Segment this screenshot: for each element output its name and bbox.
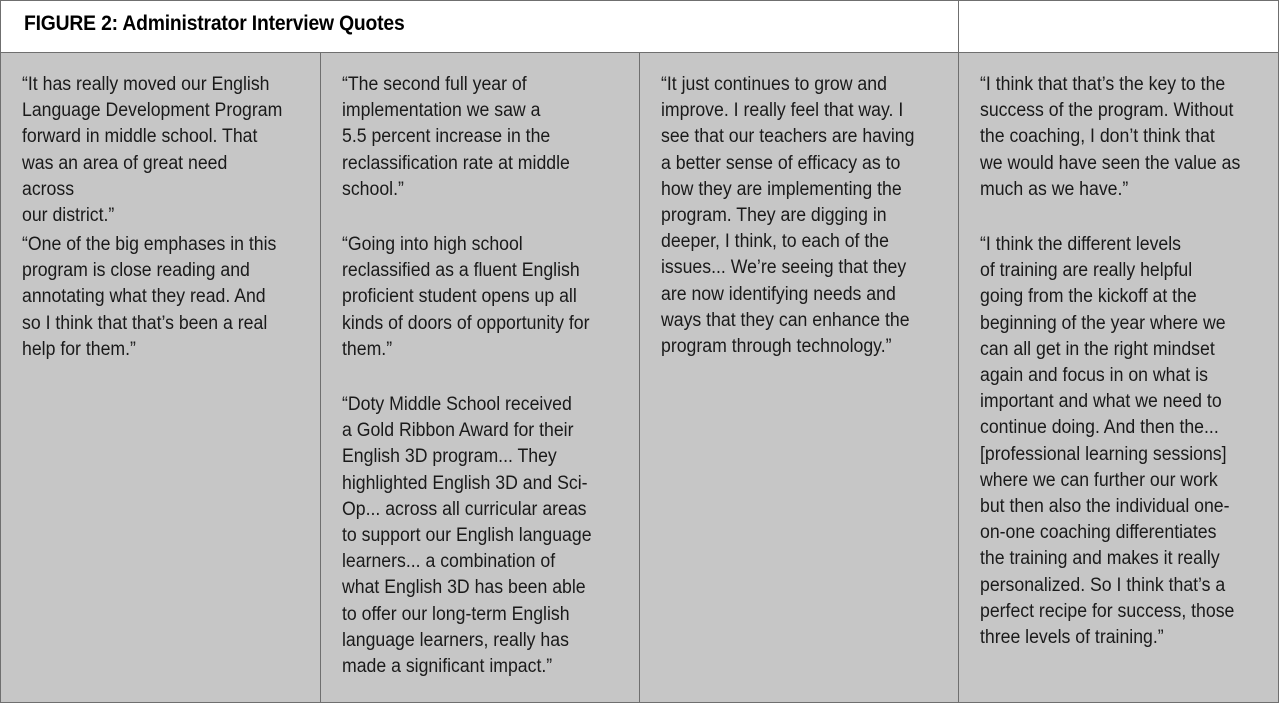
quote-1-1: “It has really moved our English Language Development Program forward in middle school. That was an area of great need across our district.” (22, 74, 283, 227)
figure-title: FIGURE 2: Administrator Interview Quotes (24, 12, 405, 35)
quote-2-2: “Going into high school reclassified as a fluent English proficient student opens up all kinds of doors of opportunity for them.” (342, 234, 590, 360)
quote-4-1: “I think that that’s the key to the success of the program. Without the coaching, I don’t think that we would have seen the value as much as we have.” (980, 74, 1241, 200)
title-cell (1, 1, 959, 52)
quote-2-1: “The second full year of implementation we saw a 5.5 percent increase in the reclassification rate at middle school.” (342, 74, 570, 200)
quotes-row (1, 53, 1278, 702)
quote-column-2 (321, 53, 640, 702)
title-row (1, 1, 1278, 53)
quote-3-1: “It just continues to grow and improve. I really feel that way. I see that our teachers are having a better sense of efficacy as to how they are implementing the program. They are digging in deeper, I think, to each of the issues... We’re seeing that they are now identifying needs and ways that they can enhance the program through technology.” (661, 74, 915, 358)
quote-1-2: “One of the big emphases in this program is close reading and annotating what they read. And so I think that that’s been a real help for them.” (22, 234, 277, 360)
quote-column-1 (1, 53, 321, 702)
quote-2-3: “Doty Middle School received a Gold Ribbon Award for their English 3D program... They highlighted English 3D and Sci- Op... across all curricular areas to support our English language learners... a combination of what English 3D has been able to offer our long-term English language learners, really has made a significant impact.” (342, 394, 592, 678)
quote-column-3 (640, 53, 959, 702)
quote-column-4 (959, 53, 1278, 702)
quote-4-2: “I think the different levels of training are really helpful going from the kickoff at the beginning of the year where we can all get in the right mindset again and focus in on what is important and what we need to continue doing. And then the... [professional learning sessions] where we can further our work but then also the individual one- on-one coaching differentiates the training and makes it really personalized. So I think that’s a perfect recipe for success, those three levels of training.” (980, 234, 1235, 649)
